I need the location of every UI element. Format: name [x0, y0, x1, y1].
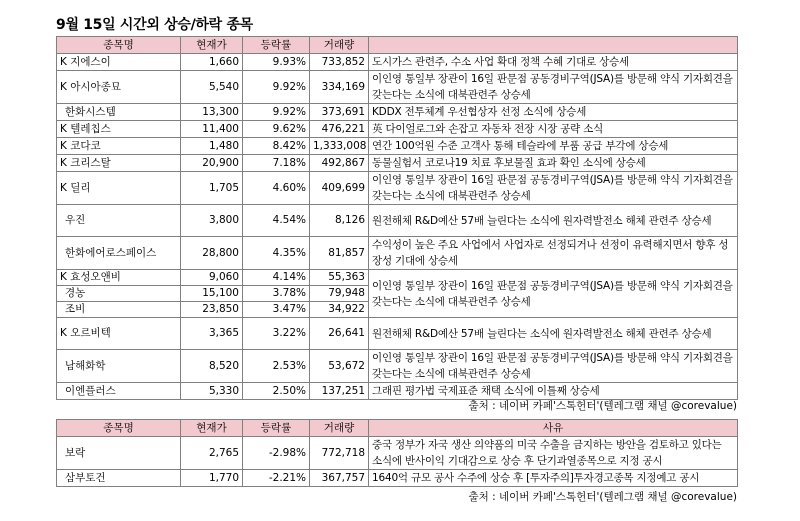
market-badge: K [60, 156, 67, 169]
stock-change: 2.50% [243, 383, 310, 400]
stock-change: 9.92% [243, 104, 310, 121]
col-header-name: 종목명 [57, 420, 181, 437]
stock-volume: 26,641 [310, 318, 369, 350]
stock-price: 28,800 [181, 237, 243, 270]
stock-volume: 772,718 [310, 437, 369, 470]
stock-change: 9.93% [243, 54, 310, 71]
fall-header-row [57, 420, 738, 437]
stock-name-text: 코다코 [70, 139, 101, 152]
stock-change: 3.22% [243, 318, 310, 350]
stock-change: 9.92% [243, 71, 310, 104]
market-badge: K [60, 139, 67, 152]
stock-price: 15,100 [181, 286, 243, 302]
col-header-change: 등락률 [243, 37, 310, 54]
rise-row [57, 205, 738, 237]
col-header-change: 등락률 [243, 420, 310, 437]
stock-volume: 476,221 [310, 121, 369, 138]
stock-name [57, 71, 181, 104]
stock-price: 13,300 [181, 104, 243, 121]
stock-price: 9,060 [181, 270, 243, 286]
stock-name: 보락 [57, 437, 181, 470]
stock-reason: 연간 100억원 수준 고객사 통해 테슬라에 부품 공급 부각에 상승세 [369, 138, 738, 155]
stock-volume: 34,922 [310, 302, 369, 318]
stock-name [57, 172, 181, 205]
stock-change: 4.14% [243, 270, 310, 286]
stock-reason: 도시가스 관련주, 수소 사업 확대 정책 수혜 기대로 상승세 [369, 54, 738, 71]
stock-reason: 원전해체 R&D예산 57배 늘린다는 소식에 원자력발전소 해체 관련주 상승세 [369, 205, 738, 237]
stock-change: 4.54% [243, 205, 310, 237]
stock-reason: 중국 정부가 자국 생산 의약품의 미국 수출을 금지하는 방안을 검토하고 있다는 소식에 반사이익 기대감으로 상승 후 단기과열종목으로 지정 공시 [369, 437, 738, 470]
stock-price: 20,900 [181, 155, 243, 172]
col-header-price: 현재가 [181, 420, 243, 437]
rise-row [57, 237, 738, 270]
stock-name-text: 이엔플러스 [65, 384, 116, 397]
stock-reason: 1640억 규모 공사 수주에 상승 후 [투자주의]투자경고종목 지정예고 공시 [369, 470, 738, 487]
stock-change: 8.42% [243, 138, 310, 155]
stock-name-text: 조비 [65, 303, 86, 315]
rise-row [57, 350, 738, 383]
stock-name-text: 한화에어로스페이스 [65, 246, 157, 259]
rise-row [57, 54, 738, 71]
stock-reason: 英 다이얼로그와 손잡고 자동차 전장 시장 공략 소식 [369, 121, 738, 138]
stock-price: 3,365 [181, 318, 243, 350]
stock-volume: 53,672 [310, 350, 369, 383]
stock-name-text: 텔레칩스 [70, 122, 111, 135]
rise-row [57, 104, 738, 121]
stock-name [57, 121, 181, 138]
stock-reason: 이인영 통일부 장관이 16일 판문점 공동경비구역(JSA)를 방문해 약식 기자회견을 갖는다는 소식에 대북관련주 상승세 [369, 71, 738, 104]
rise-table [56, 36, 738, 400]
rise-row [57, 121, 738, 138]
stock-name-text: 남해화학 [65, 359, 106, 372]
stock-volume: 733,852 [310, 54, 369, 71]
stock-price: 23,850 [181, 302, 243, 318]
market-badge: K [60, 55, 67, 68]
stock-change: 4.60% [243, 172, 310, 205]
stock-name-text: 아시아종묘 [70, 80, 121, 93]
stock-name [57, 318, 181, 350]
stock-name [57, 350, 181, 383]
stock-name [57, 104, 181, 121]
stock-name-text: 효성오앤비 [70, 271, 121, 283]
stock-price: 1,660 [181, 54, 243, 71]
stock-volume: 79,948 [310, 286, 369, 302]
rise-row [57, 270, 738, 286]
stock-name [57, 383, 181, 400]
stock-name-text: 우진 [65, 214, 86, 226]
rise-row [57, 155, 738, 172]
stock-name-text: 경농 [65, 287, 86, 299]
stock-name [57, 302, 181, 318]
market-badge: K [60, 271, 67, 283]
col-header-volume: 거래량 [310, 420, 369, 437]
stock-volume: 373,691 [310, 104, 369, 121]
col-header-volume: 거래량 [310, 37, 369, 54]
rise-header-row [57, 37, 738, 54]
stock-reason: 그래핀 평가법 국제표준 채택 소식에 이틀째 상승세 [369, 383, 738, 400]
stock-name-text: 크리스탈 [70, 156, 111, 169]
stock-name-text: 오르비텍 [70, 327, 111, 339]
col-header-reason [369, 37, 738, 54]
stock-change: -2.21% [243, 470, 310, 487]
stock-price: 3,800 [181, 205, 243, 237]
stock-price: 11,400 [181, 121, 243, 138]
market-badge: K [60, 327, 67, 339]
stock-volume: 8,126 [310, 205, 369, 237]
stock-change: 4.35% [243, 237, 310, 270]
stock-change: -2.98% [243, 437, 310, 470]
stock-reason: 수익성이 높은 주요 사업에서 사업자로 선정되거나 선정이 유력해지면서 향후 성장성 기대에 상승세 [369, 237, 738, 270]
stock-volume: 55,363 [310, 270, 369, 286]
stock-volume: 492,867 [310, 155, 369, 172]
fall-row [57, 470, 738, 487]
stock-reason: KDDX 전투체계 우선협상자 선정 소식에 상승세 [369, 104, 738, 121]
stock-change: 3.47% [243, 302, 310, 318]
stock-name [57, 270, 181, 286]
stock-price: 5,330 [181, 383, 243, 400]
stock-name-text: 지에스이 [70, 55, 111, 68]
stock-price: 1,705 [181, 172, 243, 205]
stock-name-text: 딜리 [70, 181, 91, 194]
stock-name-text: 한화시스템 [65, 105, 116, 118]
stock-change: 2.53% [243, 350, 310, 383]
stock-name [57, 205, 181, 237]
stock-price: 2,765 [181, 437, 243, 470]
stock-reason: 이인영 통일부 장관이 16일 판문점 공동경비구역(JSA)를 방문해 약식 기자회견을 갖는다는 소식에 대북관련주 상승세 [369, 350, 738, 383]
stock-name: 삼부토건 [57, 470, 181, 487]
stock-volume: 409,699 [310, 172, 369, 205]
stock-change: 7.18% [243, 155, 310, 172]
stock-name [57, 54, 181, 71]
stock-price: 8,520 [181, 350, 243, 383]
stock-change: 3.78% [243, 286, 310, 302]
rise-row [57, 172, 738, 205]
page-title: 9월 15일 시간외 상승/하락 종목 [56, 17, 253, 33]
stock-price: 5,540 [181, 71, 243, 104]
source-note-2: 출처 : 네이버 카페'스톡헌터'(텔레그램 채널 @corevalue) [468, 491, 737, 503]
stock-volume: 1,333,008 [310, 138, 369, 155]
stock-volume: 367,757 [310, 470, 369, 487]
stock-change: 9.62% [243, 121, 310, 138]
stock-reason: 이인영 통일부 장관이 16일 판문점 공동경비구역(JSA)를 방문해 약식 기자회견을 갖는다는 소식에 대북관련주 상승세 [369, 172, 738, 205]
market-badge: K [60, 80, 67, 93]
stock-volume: 81,857 [310, 237, 369, 270]
rise-row [57, 383, 738, 400]
market-badge: K [60, 122, 67, 135]
market-badge: K [60, 181, 67, 194]
rise-row [57, 138, 738, 155]
stock-reason: 원전해체 R&D예산 57배 늘린다는 소식에 원자력발전소 해체 관련주 상승세 [369, 318, 738, 350]
rise-row [57, 318, 738, 350]
col-header-price: 현재가 [181, 37, 243, 54]
col-header-reason: 사유 [369, 420, 738, 437]
fall-table [56, 419, 738, 487]
rise-row [57, 71, 738, 104]
stock-name [57, 237, 181, 270]
stock-name [57, 286, 181, 302]
fall-row [57, 437, 738, 470]
stock-volume: 334,169 [310, 71, 369, 104]
stock-reason: 이인영 통일부 장관이 16일 판문점 공동경비구역(JSA)를 방문해 약식 기자회견을 갖는다는 소식에 대북관련주 상승세 [369, 270, 738, 318]
stock-volume: 137,251 [310, 383, 369, 400]
stock-name [57, 155, 181, 172]
stock-price: 1,480 [181, 138, 243, 155]
stock-price: 1,770 [181, 470, 243, 487]
col-header-name: 종목명 [57, 37, 181, 54]
source-note: 출처 : 네이버 카페'스톡헌터'(텔레그램 채널 @corevalue) [468, 400, 737, 412]
stock-reason: 동물실험서 코로나19 치료 후보물질 효과 확인 소식에 상승세 [369, 155, 738, 172]
stock-name [57, 138, 181, 155]
